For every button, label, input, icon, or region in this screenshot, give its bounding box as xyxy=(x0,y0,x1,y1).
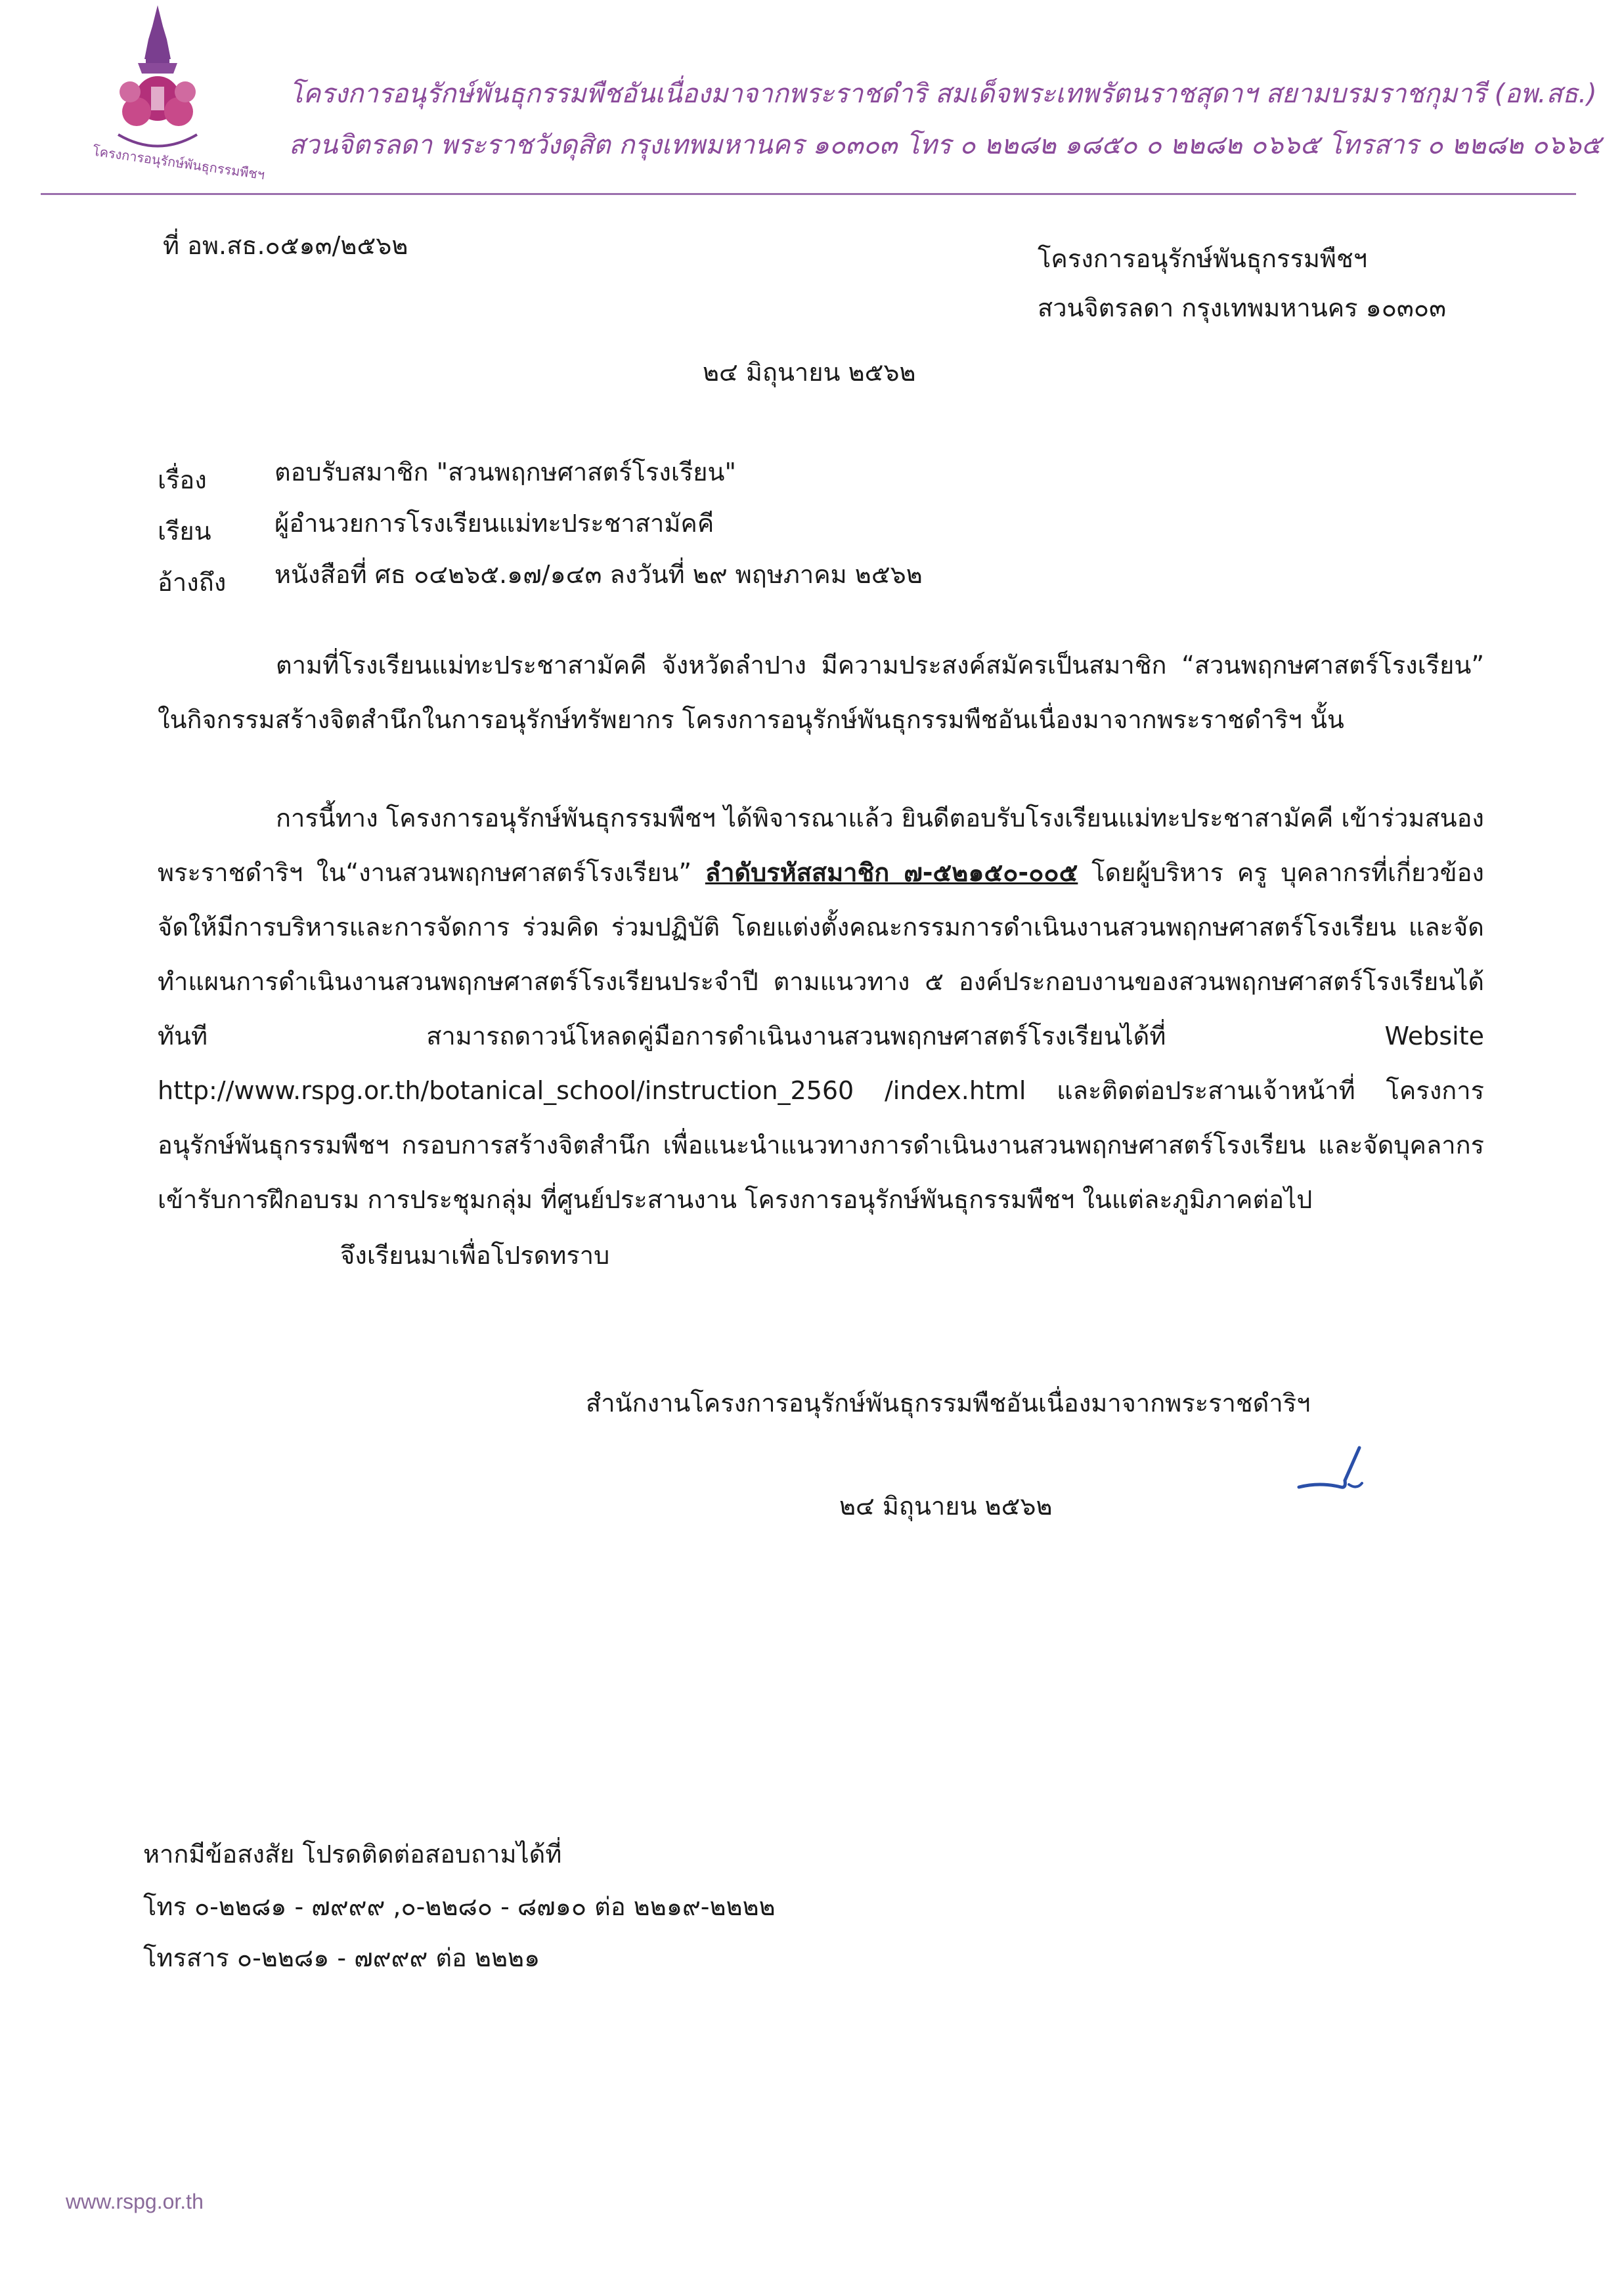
member-code: ลำดับรหัสสมาชิก ๗-๕๒๑๕๐-๐๐๕ xyxy=(705,858,1078,887)
letter-date: ๒๔ มิถุนายน ๒๕๖๒ xyxy=(703,358,916,387)
sign-date: ๒๔ มิถุนายน ๒๕๖๒ xyxy=(839,1492,1053,1521)
reference-text: หนังสือที่ ศธ ๐๔๒๖๕.๑๗/๑๔๓ ลงวันที่ ๒๙ พฤษภาคม ๒๕๖๒ xyxy=(274,560,923,589)
footer-website[interactable]: www.rspg.or.th xyxy=(66,2190,204,2213)
recipient-label: เรียน xyxy=(158,517,211,546)
recipient-text: ผู้อำนวยการโรงเรียนแม่ทะประชาสามัคคี xyxy=(274,509,714,538)
contact-fax: โทรสาร ๐-๒๒๘๑ - ๗๙๙๙ ต่อ ๒๒๒๑ xyxy=(143,1943,540,1972)
contact-phone: โทร ๐-๒๒๘๑ - ๗๙๙๙ ,๐-๒๒๘๐ - ๘๗๑๐ ต่อ ๒๒๑๙-๒๒๒๒ xyxy=(143,1892,776,1921)
logo-caption: โครงการอนุรักษ์พันธุกรรมพืชฯ xyxy=(91,142,266,183)
reference-label: อ้างถึง xyxy=(158,568,227,597)
subject-text: ตอบรับสมาชิก "สวนพฤกษศาสตร์โรงเรียน" xyxy=(274,458,736,487)
signer-organization: สำนักงานโครงการอนุรักษ์พันธุกรรมพืชอันเนื่องมาจากพระราชดำริฯ xyxy=(586,1389,1311,1418)
reference-number: ที่ อพ.สธ.๐๕๑๓/๒๕๖๒ xyxy=(163,231,408,260)
body-paragraph-1: ตามที่โรงเรียนแม่ทะประชาสามัคคี จังหวัดลำปาง มีความประสงค์สมัครเป็นสมาชิก “สวนพฤกษศาสตร์โรงเรียน” ในกิจกรรมสร้างจิตสำนึกในการอนุรักษ์ทรัพยากร โครงการอนุรักษ์พันธุกรรมพืชอันเนื่องมาจากพระราชดำริฯ นั้น xyxy=(158,651,1484,734)
contact-intro: หากมีข้อสงสัย โปรดติดต่อสอบถามได้ที่ xyxy=(143,1840,562,1869)
body-paragraph-2: การนี้ทาง โครงการอนุรักษ์พันธุกรรมพืชฯ ได้พิจารณาแล้ว ยินดีตอบรับโรงเรียนแม่ทะประชาสามัคคี เข้าร่วมสนองพระราชดำริฯ ใน“งานสวนพฤกษศาสตร์โรงเรียน” ลำดับรหัสสมาชิก ๗-๕๒๑๕๐-๐๐๕ โดยผู้บริหาร ครู บุคลากรที่เกี่ยวข้อง จัดให้มีการบริหารและการจัดการ ร่วมคิด ร่วมปฏิบัติ โดยแต่งตั้งคณะกรรมการดำเนินงานสวนพฤกษศาสตร์โรงเรียน และจัดทำแผนการดำเนินงานสวนพฤกษศาสตร์โรงเรียนประจำปี ตามแนวทาง ๕ องค์ประกอบงานของสวนพฤกษศาสตร์โรงเรียนได้ทันที สามารถดาวน์โหลดคู่มือการดำเนินงานสวนพฤกษศาสตร์โรงเรียนได้ที่ Website http://www.rspg.or.th/botanical_school/instruction_2560 /index.html และติดต่อประสานเจ้าหน้าที่ โครงการอนุรักษ์พันธุกรรมพืชฯ กรอบการสร้างจิตสำนึก เพื่อแนะนำแนวทางการดำเนินงานสวนพฤกษศาสตร์โรงเรียน และจัดบุคลากรเข้ารับการฝึกอบรม การประชุมกลุ่ม ที่ศูนย์ประสานงาน โครงการอนุรักษ์พันธุกรรมพืชฯ ในแต่ละภูมิภาคต่อไป xyxy=(158,804,1484,1214)
closing-text: จึงเรียนมาเพื่อโปรดทราบ xyxy=(340,1241,610,1270)
signature xyxy=(1294,1441,1372,1500)
letterhead-address: สวนจิตรลดา พระราชวังดุสิต กรุงเทพมหานคร ๑๐๓๐๓ โทร ๐ ๒๒๘๒ ๑๘๕๐ ๐ ๒๒๘๒ ๐๖๖๕ โทรสาร ๐ ๒๒๘๒ ๐๖๖๕ xyxy=(289,130,1602,160)
sender-name: โครงการอนุรักษ์พันธุกรรมพืชฯ xyxy=(1038,244,1368,273)
subject-label: เรื่อง xyxy=(158,466,207,494)
sender-address: สวนจิตรลดา กรุงเทพมหานคร ๑๐๓๐๓ xyxy=(1038,293,1447,322)
letterhead-title: โครงการอนุรักษ์พันธุกรรมพืชอันเนื่องมาจากพระราชดำริ สมเด็จพระเทพรัตนราชสุดาฯ สยามบรมราชกุมารี (อพ.สธ.) xyxy=(289,79,1597,109)
header-divider xyxy=(41,193,1576,195)
